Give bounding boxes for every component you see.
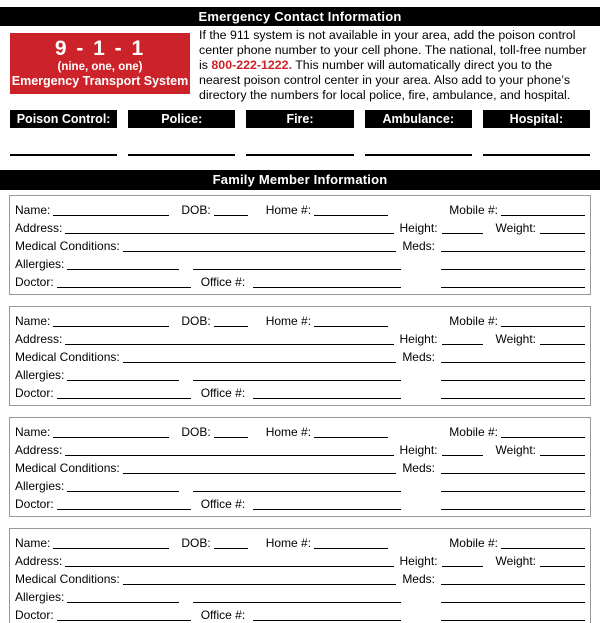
contact-label-hospital: Hospital: bbox=[483, 110, 590, 128]
intro-section bbox=[0, 28, 600, 103]
contact-label-police: Police: bbox=[128, 110, 235, 128]
field-label-meds: Meds: bbox=[402, 350, 435, 364]
field-label-allergies: Allergies: bbox=[15, 257, 65, 271]
field-label-mobile-phone: Mobile #: bbox=[449, 203, 498, 217]
member-row-medical bbox=[15, 459, 585, 477]
member-row-address bbox=[15, 441, 585, 459]
field-label-doctor: Doctor: bbox=[15, 275, 54, 289]
field-label-home-phone: Home #: bbox=[265, 536, 312, 550]
member-row-identity bbox=[15, 201, 585, 219]
field-line-dob[interactable] bbox=[214, 433, 248, 438]
field-line-address[interactable] bbox=[65, 451, 393, 456]
field-label-meds: Meds: bbox=[402, 461, 435, 475]
member-row-medical bbox=[15, 348, 585, 366]
field-line-allergies-continued[interactable] bbox=[193, 265, 401, 270]
field-label-name: Name: bbox=[15, 425, 51, 439]
field-label-address: Address: bbox=[15, 554, 63, 568]
field-line-meds-continued-2[interactable] bbox=[441, 616, 585, 621]
field-label-medical-conditions: Medical Conditions: bbox=[15, 239, 120, 253]
field-label-office-phone: Office #: bbox=[200, 386, 246, 400]
field-line-weight[interactable] bbox=[540, 229, 585, 234]
field-label-mobile-phone: Mobile #: bbox=[449, 314, 498, 328]
member-block bbox=[9, 528, 591, 623]
field-line-dob[interactable] bbox=[214, 322, 248, 327]
field-line-address[interactable] bbox=[65, 562, 393, 567]
field-label-medical-conditions: Medical Conditions: bbox=[15, 461, 120, 475]
member-row-doctor bbox=[15, 273, 585, 291]
member-row-allergies bbox=[15, 588, 585, 606]
field-label-weight: Weight: bbox=[495, 332, 536, 346]
field-line-allergies[interactable] bbox=[67, 376, 179, 381]
field-label-medical-conditions: Medical Conditions: bbox=[15, 350, 120, 364]
field-label-name: Name: bbox=[15, 203, 51, 217]
field-label-allergies: Allergies: bbox=[15, 368, 65, 382]
field-line-meds-continued-2[interactable] bbox=[441, 283, 585, 288]
field-line-meds-continued[interactable] bbox=[441, 265, 585, 270]
family-members-list bbox=[0, 195, 600, 623]
field-line-doctor[interactable] bbox=[57, 505, 191, 510]
field-line-height[interactable] bbox=[442, 340, 483, 345]
field-line-medical-conditions[interactable] bbox=[123, 358, 397, 363]
field-line-home-phone[interactable] bbox=[314, 211, 388, 216]
member-row-identity bbox=[15, 312, 585, 330]
field-label-allergies: Allergies: bbox=[15, 479, 65, 493]
field-line-meds-continued[interactable] bbox=[441, 487, 585, 492]
member-block bbox=[9, 417, 591, 517]
field-label-dob: DOB: bbox=[181, 314, 211, 328]
field-label-allergies: Allergies: bbox=[15, 590, 65, 604]
member-block bbox=[9, 195, 591, 295]
member-row-doctor bbox=[15, 384, 585, 402]
member-row-address bbox=[15, 330, 585, 348]
field-line-allergies[interactable] bbox=[67, 265, 179, 270]
field-line-dob[interactable] bbox=[214, 544, 248, 549]
field-line-medical-conditions[interactable] bbox=[123, 247, 397, 252]
field-line-office-phone[interactable] bbox=[253, 616, 401, 621]
member-row-allergies bbox=[15, 366, 585, 384]
field-line-address[interactable] bbox=[65, 229, 393, 234]
field-label-address: Address: bbox=[15, 443, 63, 457]
field-line-mobile-phone[interactable] bbox=[501, 211, 585, 216]
field-label-office-phone: Office #: bbox=[200, 608, 246, 622]
field-label-office-phone: Office #: bbox=[200, 275, 246, 289]
field-line-meds-continued-2[interactable] bbox=[441, 394, 585, 399]
field-line-office-phone[interactable] bbox=[253, 505, 401, 510]
instructions-text-before: If the 911 system is not available in your area, add the poison control center phone number to your cell phone. The national, toll-free number is bbox=[199, 28, 587, 72]
contact-fill-line-hospital[interactable] bbox=[483, 154, 590, 156]
field-label-doctor: Doctor: bbox=[15, 386, 54, 400]
field-label-address: Address: bbox=[15, 221, 63, 235]
member-row-doctor bbox=[15, 606, 585, 623]
911-caption: Emergency Transport System bbox=[11, 74, 189, 88]
field-line-name[interactable] bbox=[53, 211, 169, 216]
field-line-meds[interactable] bbox=[441, 469, 585, 474]
field-line-meds[interactable] bbox=[441, 247, 585, 252]
instructions-paragraph bbox=[199, 28, 590, 103]
member-row-allergies bbox=[15, 477, 585, 495]
field-line-allergies[interactable] bbox=[67, 598, 179, 603]
field-line-meds-continued[interactable] bbox=[441, 598, 585, 603]
field-label-doctor: Doctor: bbox=[15, 497, 54, 511]
field-line-medical-conditions[interactable] bbox=[123, 580, 397, 585]
field-label-office-phone: Office #: bbox=[200, 497, 246, 511]
field-label-height: Height: bbox=[399, 221, 438, 235]
field-label-home-phone: Home #: bbox=[265, 314, 312, 328]
instructions-text-after: This number will automatically direct you to the nearest poison control center in your area. Also add to your phone’s directory the numbers for local police, fire, ambulance, and hospital. bbox=[199, 58, 571, 102]
field-line-address[interactable] bbox=[65, 340, 393, 345]
member-row-medical bbox=[15, 237, 585, 255]
field-line-height[interactable] bbox=[442, 451, 483, 456]
field-line-meds-continued-2[interactable] bbox=[441, 505, 585, 510]
member-row-medical bbox=[15, 570, 585, 588]
field-label-medical-conditions: Medical Conditions: bbox=[15, 572, 120, 586]
field-label-height: Height: bbox=[399, 443, 438, 457]
field-line-doctor[interactable] bbox=[57, 616, 191, 621]
field-line-height[interactable] bbox=[442, 229, 483, 234]
field-label-dob: DOB: bbox=[181, 425, 211, 439]
contact-fill-line-ambulance[interactable] bbox=[365, 154, 472, 156]
member-row-address bbox=[15, 219, 585, 237]
field-line-weight[interactable] bbox=[540, 562, 585, 567]
field-label-height: Height: bbox=[399, 554, 438, 568]
member-row-allergies bbox=[15, 255, 585, 273]
field-line-mobile-phone[interactable] bbox=[501, 544, 585, 549]
field-line-allergies-continued[interactable] bbox=[193, 376, 401, 381]
field-line-meds[interactable] bbox=[441, 580, 585, 585]
field-line-meds-continued[interactable] bbox=[441, 376, 585, 381]
field-label-height: Height: bbox=[399, 332, 438, 346]
contact-label-fire: Fire: bbox=[246, 110, 353, 128]
contact-label-poison-control: Poison Control: bbox=[10, 110, 117, 128]
member-row-identity bbox=[15, 534, 585, 552]
field-label-doctor: Doctor: bbox=[15, 608, 54, 622]
field-label-weight: Weight: bbox=[495, 443, 536, 457]
field-line-office-phone[interactable] bbox=[253, 394, 401, 399]
field-line-mobile-phone[interactable] bbox=[501, 433, 585, 438]
field-line-home-phone[interactable] bbox=[314, 322, 388, 327]
911-number: 9 - 1 - 1 bbox=[54, 37, 146, 60]
contact-fill-line-police[interactable] bbox=[128, 154, 235, 156]
field-line-allergies-continued[interactable] bbox=[193, 487, 401, 492]
field-line-home-phone[interactable] bbox=[314, 433, 388, 438]
field-label-home-phone: Home #: bbox=[265, 203, 312, 217]
contact-fill-line-fire[interactable] bbox=[246, 154, 353, 156]
member-block bbox=[9, 306, 591, 406]
field-line-meds[interactable] bbox=[441, 358, 585, 363]
member-row-address bbox=[15, 552, 585, 570]
member-row-doctor bbox=[15, 495, 585, 513]
field-line-height[interactable] bbox=[442, 562, 483, 567]
contact-label-ambulance: Ambulance: bbox=[365, 110, 472, 128]
field-label-dob: DOB: bbox=[181, 203, 211, 217]
field-label-meds: Meds: bbox=[402, 239, 435, 253]
field-line-home-phone[interactable] bbox=[314, 544, 388, 549]
field-line-name[interactable] bbox=[53, 544, 169, 549]
field-line-medical-conditions[interactable] bbox=[123, 469, 397, 474]
field-label-weight: Weight: bbox=[495, 221, 536, 235]
field-line-allergies-continued[interactable] bbox=[193, 598, 401, 603]
field-line-name[interactable] bbox=[53, 433, 169, 438]
field-label-name: Name: bbox=[15, 314, 51, 328]
emergency-contacts-fill-lines bbox=[10, 154, 590, 156]
poison-control-phone-number: 800-222-1222. bbox=[211, 58, 293, 72]
contact-fill-line-poison-control[interactable] bbox=[10, 154, 117, 156]
field-label-dob: DOB: bbox=[181, 536, 211, 550]
field-line-weight[interactable] bbox=[540, 340, 585, 345]
field-line-doctor[interactable] bbox=[57, 283, 191, 288]
family-header-bar: Family Member Information bbox=[0, 170, 600, 190]
field-label-name: Name: bbox=[15, 536, 51, 550]
field-label-home-phone: Home #: bbox=[265, 425, 312, 439]
field-line-mobile-phone[interactable] bbox=[501, 322, 585, 327]
911-card bbox=[10, 33, 190, 94]
field-line-dob[interactable] bbox=[214, 211, 248, 216]
emergency-contacts-row bbox=[10, 110, 590, 128]
field-line-doctor[interactable] bbox=[57, 394, 191, 399]
field-line-allergies[interactable] bbox=[67, 487, 179, 492]
field-line-office-phone[interactable] bbox=[253, 283, 401, 288]
emergency-header-bar: Emergency Contact Information bbox=[0, 7, 600, 26]
911-phonetic: (nine, one, one) bbox=[57, 61, 143, 73]
field-line-name[interactable] bbox=[53, 322, 169, 327]
field-line-weight[interactable] bbox=[540, 451, 585, 456]
field-label-mobile-phone: Mobile #: bbox=[449, 425, 498, 439]
field-label-meds: Meds: bbox=[402, 572, 435, 586]
field-label-address: Address: bbox=[15, 332, 63, 346]
field-label-mobile-phone: Mobile #: bbox=[449, 536, 498, 550]
field-label-weight: Weight: bbox=[495, 554, 536, 568]
member-row-identity bbox=[15, 423, 585, 441]
